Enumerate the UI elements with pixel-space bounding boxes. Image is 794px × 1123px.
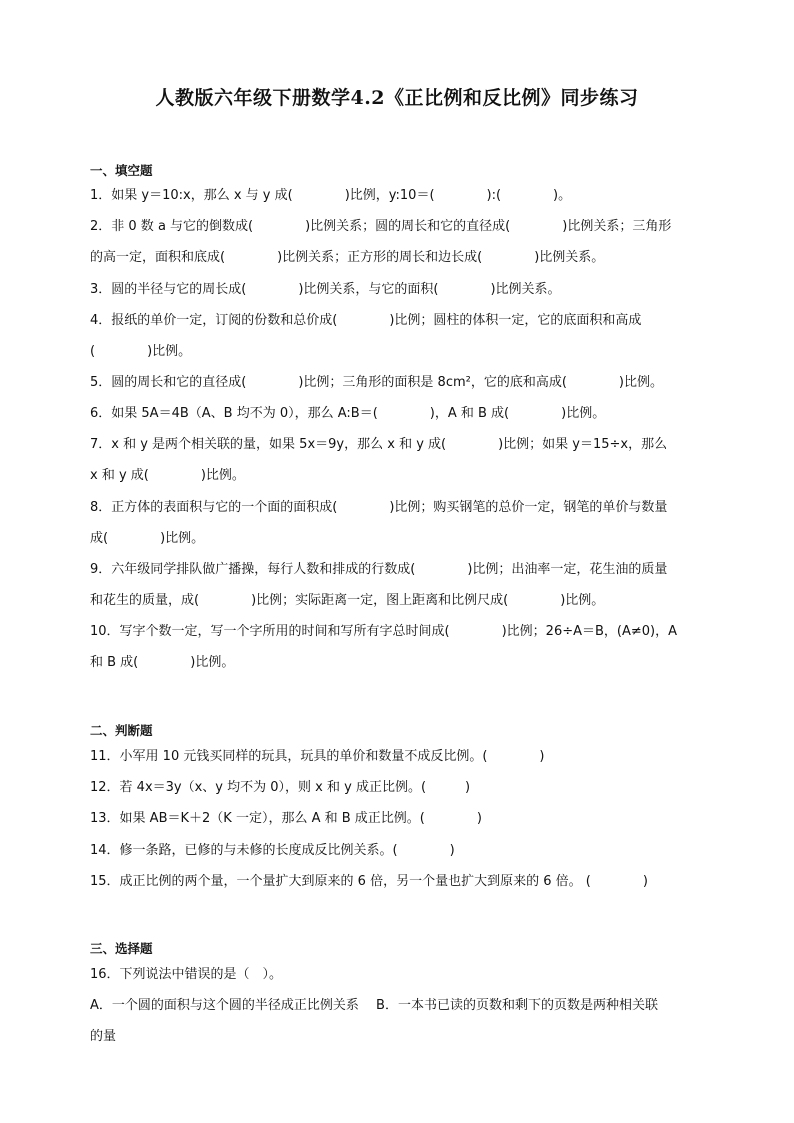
question-line: ( )比例。 xyxy=(90,344,192,359)
question-line: 3．圆的半径与它的周长成( )比例关系，与它的面积( )比例关系。 xyxy=(90,282,561,297)
question-line: 1．如果 y＝10:x，那么 x 与 y 成( )比例，y:10＝( ):( )。 xyxy=(90,188,572,203)
question-line: 和花生的质量，成( )比例；实际距离一定，图上距离和比例尺成( )比例。 xyxy=(90,593,605,608)
question-line: 4．报纸的单价一定，订阅的份数和总价成( )比例；圆柱的体积一定，它的底面积和高成 xyxy=(90,313,642,328)
page-title: 人教版六年级下册数学4.2《正比例和反比例》同步练习 xyxy=(155,87,639,109)
question-line: 10．写字个数一定，写一个字所用的时间和写所有字总时间成( )比例；26÷A＝B，(A≠0)，A xyxy=(90,624,678,639)
question-line: 8．正方体的表面积与它的一个面的面积成( )比例；购买钢笔的总价一定，钢笔的单价与数量 xyxy=(90,500,668,515)
question-line: 16．下列说法中错误的是（ ）。 xyxy=(90,967,283,982)
question-line: 13．如果 AB＝K＋2（K 一定），那么 A 和 B 成正比例。( ) xyxy=(90,811,482,826)
section-heading-true-false: 二、判断题 xyxy=(90,723,153,738)
question-line: 和 B 成( )比例。 xyxy=(90,655,235,670)
question-line: 的量 xyxy=(90,1029,117,1044)
question-line: 14．修一条路，已修的与未修的长度成反比例关系。( ) xyxy=(90,843,455,858)
question-line: 11．小军用 10 元钱买同样的玩具，玩具的单价和数量不成反比例。( ) xyxy=(90,749,545,764)
question-line: 6．如果 5A＝4B（A、B 均不为 0），那么 A:B＝( )，A 和 B 成( )比例。 xyxy=(90,406,606,421)
question-line: 5．圆的周长和它的直径成( )比例；三角形的面积是 8cm²，它的底和高成( )比例。 xyxy=(90,375,663,390)
question-line: 9．六年级同学排队做广播操，每行人数和排成的行数成( )比例；出油率一定，花生油的质量 xyxy=(90,562,668,577)
question-line: 的高一定，面积和底成( )比例关系；正方形的周长和边长成( )比例关系。 xyxy=(90,250,605,265)
question-line: 15．成正比例的两个量，一个量扩大到原来的 6 倍，另一个量也扩大到原来的 6 倍。 ( ) xyxy=(90,874,648,889)
section-heading-multiple-choice: 三、选择题 xyxy=(90,941,153,956)
section-heading-fill-blank: 一、填空题 xyxy=(90,163,153,178)
question-line: 成( )比例。 xyxy=(90,531,205,546)
question-line: 2．非 0 数 a 与它的倒数成( )比例关系；圆的周长和它的直径成( )比例关系；三角形 xyxy=(90,219,672,234)
question-line: x 和 y 成( )比例。 xyxy=(90,468,245,483)
question-line: A．一个圆的面积与这个圆的半径成正比例关系 B．一本书已读的页数和剩下的页数是两种相关联 xyxy=(90,998,658,1013)
question-line: 7．x 和 y 是两个相关联的量，如果 5x＝9y，那么 x 和 y 成( )比例；如果 y＝15÷x，那么 xyxy=(90,437,668,452)
question-line: 12．若 4x＝3y（x、y 均不为 0），则 x 和 y 成正比例。( ) xyxy=(90,780,471,795)
